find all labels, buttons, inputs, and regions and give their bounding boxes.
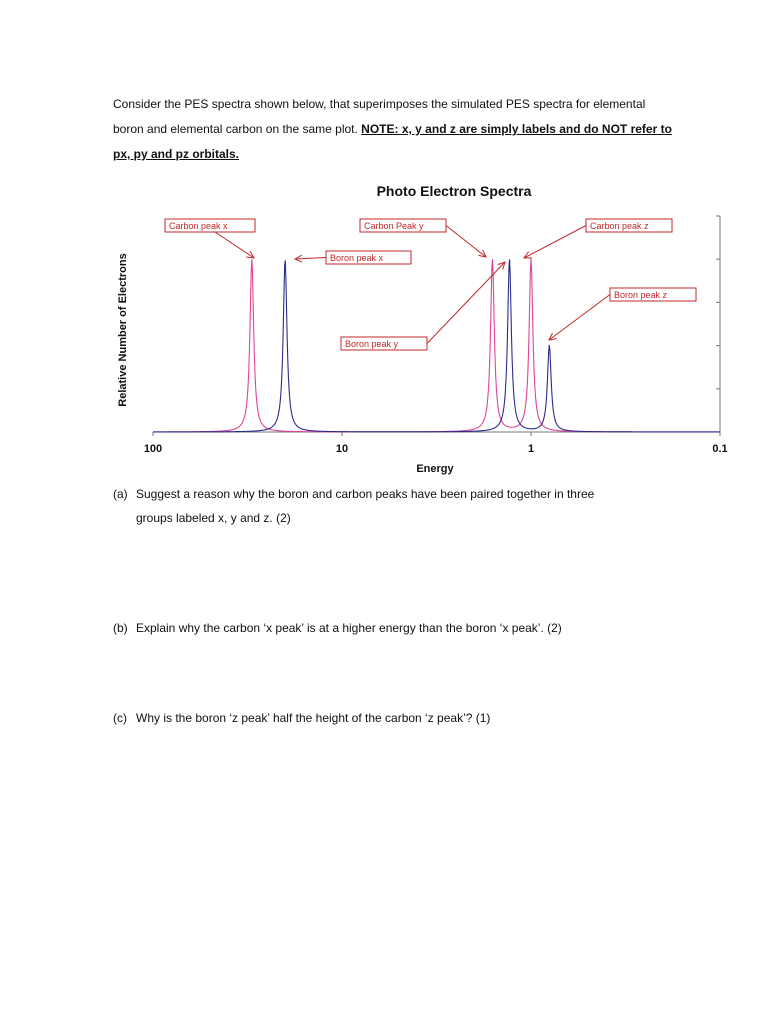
question-c-text: Why is the boron ‘z peak’ half the height of the carbon ‘z peak’? (1) <box>136 711 491 725</box>
x-tick-label: 100 <box>143 443 163 455</box>
chart-xlabel: Energy <box>416 463 454 475</box>
chart-title: Photo Electron Spectra <box>376 183 532 199</box>
callout-label: Carbon peak x <box>169 221 228 231</box>
question-c-label: (c) <box>113 711 127 725</box>
callout-arrow <box>524 226 586 259</box>
x-tick-label: 1 <box>527 443 535 455</box>
intro-text: Consider the PES spectra shown below, that superimposes the simulated PES spectra for elemental boron and elemental carbon on the same plot. <box>113 97 646 136</box>
callout-arrow <box>215 232 254 258</box>
series-line-0 <box>153 259 720 432</box>
x-tick-label: 0.1 <box>712 443 728 455</box>
chart-ylabel: Relative Number of Electrons <box>117 253 129 407</box>
callout-label: Boron peak z <box>614 290 668 300</box>
callout-arrow <box>295 258 326 260</box>
question-a-text: Suggest a reason why the boron and carbon peaks have been paired together in three <box>136 487 595 501</box>
callout-arrow <box>549 295 610 341</box>
callout-label: Boron peak y <box>345 339 399 349</box>
question-b <box>113 616 562 640</box>
question-a-text-cont: groups labeled x, y and z. (2) <box>136 511 291 525</box>
x-tick-label: 10 <box>335 443 349 455</box>
callout-label: Carbon Peak y <box>364 221 424 231</box>
pes-chart <box>0 0 768 500</box>
question-b-text: Explain why the carbon ‘x peak’ is at a higher energy than the boron ‘x peak’. (2) <box>136 621 562 635</box>
series-line-1 <box>153 259 720 432</box>
callout-label: Boron peak x <box>330 253 384 263</box>
callout-label: Carbon peak z <box>590 221 649 231</box>
callout-arrow <box>446 226 486 258</box>
question-b-label: (b) <box>113 621 128 635</box>
question-a <box>113 482 594 530</box>
intro-note: NOTE: x, y and z are simply labels and do NOT refer to px, py and pz orbitals. <box>113 122 672 161</box>
question-a-label: (a) <box>113 487 128 501</box>
question-c <box>113 706 490 730</box>
